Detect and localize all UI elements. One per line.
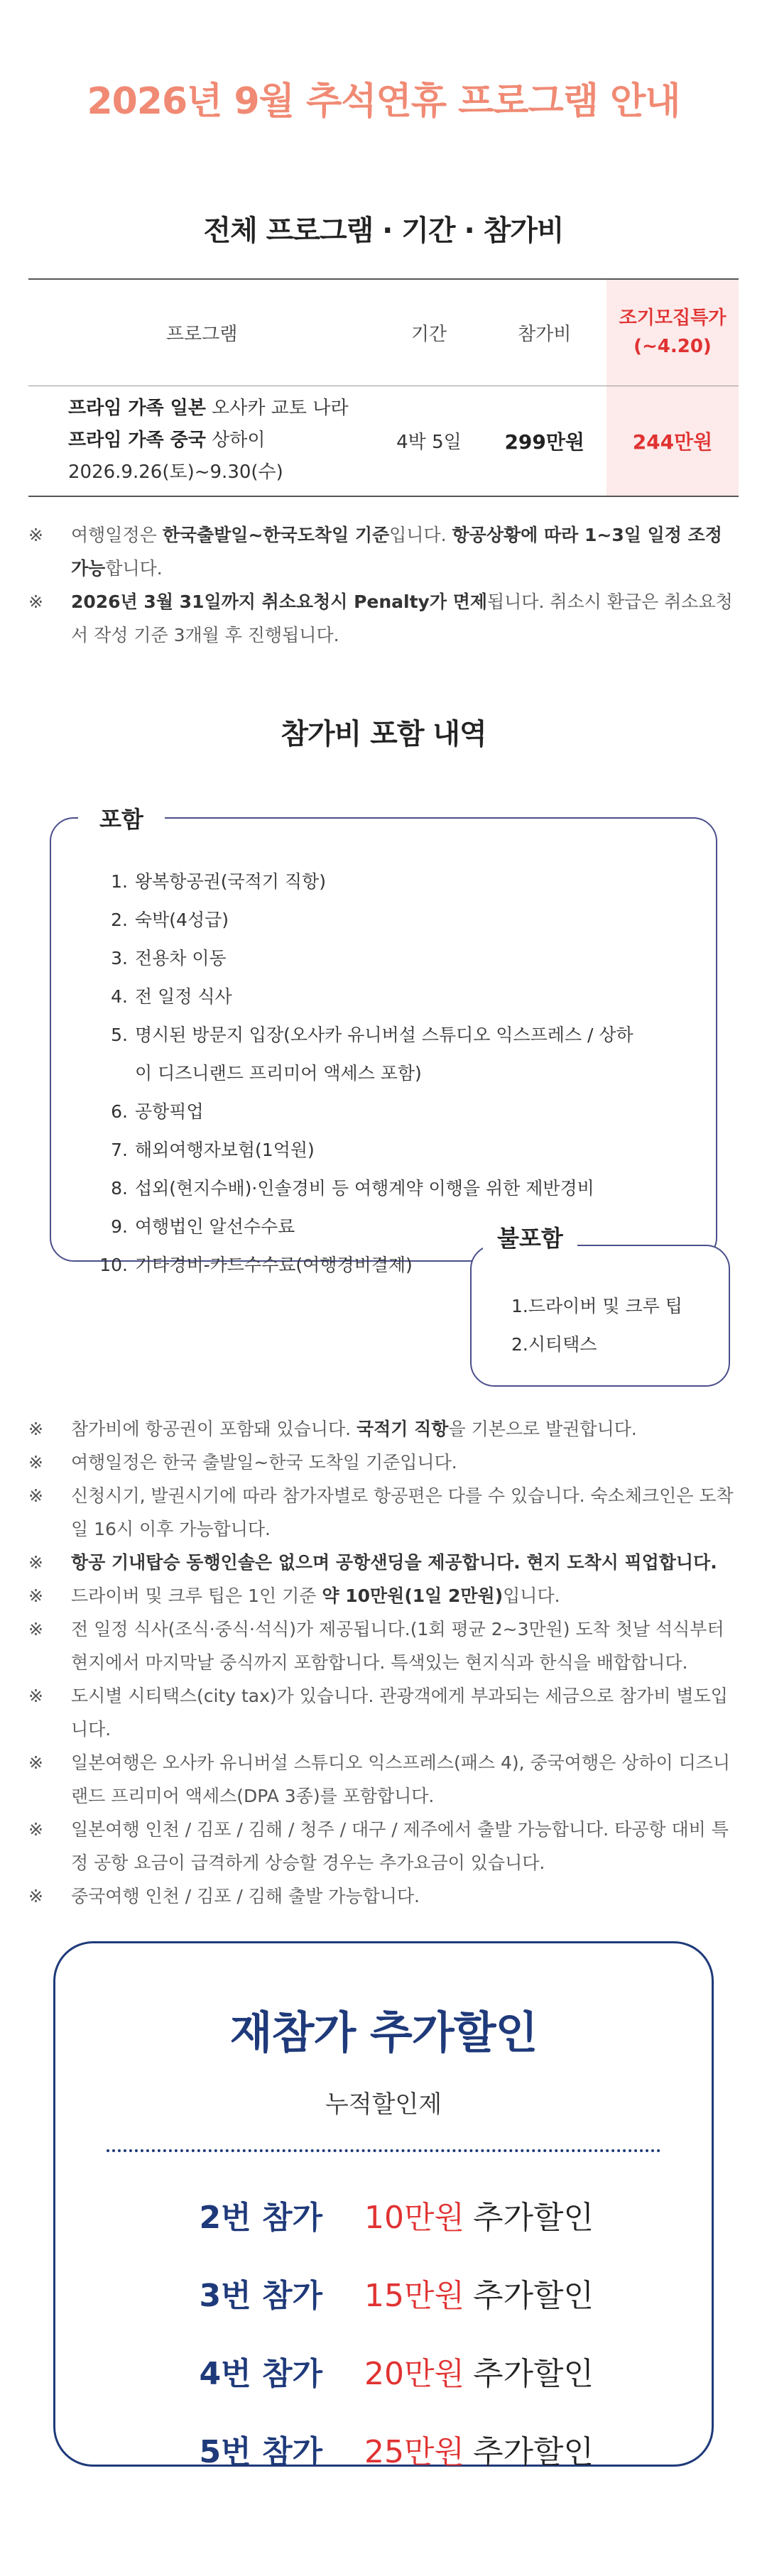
list-text: 여행법인 알선수수료: [135, 1216, 295, 1237]
discount-times: 3번 참가: [199, 2278, 322, 2314]
note-mark: ※: [28, 1419, 43, 1439]
list-number: 3.: [111, 948, 128, 968]
discount-suffix: 추가할인: [472, 2356, 594, 2392]
note-text: 참가비에 항공권이 포함돼 있습니다.: [71, 1419, 357, 1439]
list-text: 전 일정 식사: [135, 986, 232, 1007]
note-item: [28, 1446, 739, 1479]
list-text: 기타경비-카드수수료(여행경비결제): [135, 1255, 413, 1275]
note-text: 드라이버 및 크루 팁은 1인 기준: [71, 1586, 322, 1606]
list-item: [99, 1093, 646, 1131]
note-mark: ※: [28, 1619, 43, 1639]
program-line-china: [68, 425, 375, 457]
note-text: 입니다.: [503, 1586, 560, 1606]
list-number: 8.: [111, 1178, 128, 1199]
note-item: [28, 585, 739, 652]
program-table: [28, 278, 739, 497]
list-number: 2.: [511, 1334, 528, 1355]
note-item: [28, 1412, 739, 1446]
fee-cell: 299만원: [504, 430, 584, 454]
note-text: 항공 기내탑승 동행인솔은 없으며 공항샌딩을 제공합니다. 현지 도착시 픽업합니다.: [71, 1552, 717, 1573]
list-number: 4.: [111, 986, 128, 1007]
note-text: 전 일정 식사(조식·중식·석식)가 제공됩니다.(1회 평균 2~3만원) 도착 첫날 석식부터 현지에서 마지막날 중식까지 포함합니다. 특색있는 현지식과 한식을 배합합니다.: [71, 1619, 724, 1673]
discount-amount: 20만원: [364, 2356, 464, 2392]
discount-times: 5번 참가: [199, 2434, 322, 2470]
program-cell: [28, 386, 375, 496]
note-item: [28, 1546, 739, 1579]
header-fee: 참가비: [483, 279, 606, 386]
note-text: 국적기 직항: [357, 1419, 449, 1439]
list-item: [99, 978, 646, 1016]
note-item: [28, 1813, 739, 1879]
note-item: [28, 1479, 739, 1546]
list-text: 왕복항공권(국적기 직항): [135, 871, 326, 892]
note-item: [28, 1612, 739, 1679]
note-item: [28, 518, 739, 585]
excluded-list: [511, 1287, 682, 1364]
discount-subtitle: 누적할인제: [325, 2090, 442, 2119]
list-number: 10.: [99, 1255, 128, 1275]
discount-row: [55, 2257, 712, 2335]
discount-title: 재참가 추가할인: [229, 2007, 538, 2058]
early-bird-label: 조기모집특가 (~4.20): [619, 307, 727, 358]
discount-times: 4번 참가: [199, 2356, 322, 2392]
note-text: 입니다.: [389, 525, 452, 545]
included-notes: [28, 1412, 739, 1913]
program-dates: 2026.9.26(토)~9.30(수): [68, 462, 283, 484]
note-mark: ※: [28, 1752, 43, 1773]
list-text: 전용차 이동: [135, 948, 227, 968]
included-label: 포함: [78, 802, 165, 834]
program-japan-name: 프라임 가족 일본: [68, 398, 206, 420]
list-text: 숙박(4성급): [135, 910, 229, 930]
note-mark: ※: [28, 525, 43, 545]
list-item: [99, 939, 646, 978]
list-item: [99, 1131, 646, 1169]
note-text: 약 10만원(1일 2만원): [322, 1586, 504, 1606]
note-mark: ※: [28, 1819, 43, 1840]
discount-suffix: 추가할인: [472, 2200, 594, 2236]
list-number: 1.: [511, 1296, 528, 1316]
note-text: 일본여행은 오사카 유니버설 스튜디오 익스프레스(패스 4), 중국여행은 상하이 디즈니랜드 프리미어 액세스(DPA 3종)를 포함합니다.: [71, 1752, 731, 1806]
program-china-cities: 상하이: [205, 430, 266, 452]
program-china-name: 프라임 가족 중국: [68, 430, 206, 452]
header-program: 프로그램: [28, 279, 375, 386]
list-item: [511, 1326, 682, 1364]
discount-rows: [55, 2179, 712, 2492]
list-number: 1.: [111, 871, 128, 892]
duration-cell: 4박 5일: [396, 432, 462, 454]
program-notes: [28, 518, 739, 652]
list-number: 9.: [111, 1216, 128, 1237]
note-mark: ※: [28, 1485, 43, 1506]
note-mark: ※: [28, 1586, 43, 1606]
list-text: 해외여행자보험(1억원): [135, 1140, 315, 1160]
discount-amount: 15만원: [364, 2278, 464, 2314]
note-text: 을 기본으로 발권합니다.: [448, 1419, 637, 1439]
note-mark: ※: [28, 1452, 43, 1473]
note-mark: ※: [28, 591, 43, 612]
list-item: [99, 901, 646, 939]
table-header-row: [28, 279, 739, 386]
note-text: 여행일정은 한국 출발일~한국 도착일 기준입니다.: [71, 1452, 457, 1473]
discount-row: [55, 2413, 712, 2492]
list-text: 공항픽업: [135, 1101, 204, 1122]
list-item: [99, 863, 646, 901]
note-text: 항공상황에 따라 1~3일 일정 조정 가능: [71, 525, 722, 579]
note-mark: ※: [28, 1686, 43, 1706]
list-item: [511, 1287, 682, 1326]
note-mark: ※: [28, 1886, 43, 1906]
note-text: 한국출발일~한국도착일 기준: [162, 525, 390, 545]
header-early-bird: [606, 279, 739, 386]
note-item: [28, 1746, 739, 1813]
list-item: [99, 1169, 646, 1208]
list-text: 시티택스: [528, 1334, 597, 1355]
discount-row: [55, 2179, 712, 2257]
page-title: 2026년 9월 추석연휴 프로그램 안내: [87, 80, 680, 123]
list-number: 2.: [111, 910, 128, 930]
note-item: [28, 1879, 739, 1913]
list-number: 7.: [111, 1140, 128, 1160]
discount-row: [55, 2335, 712, 2413]
table-row: [28, 386, 739, 496]
note-text: 신청시기, 발권시기에 따라 참가자별로 항공편은 다를 수 있습니다. 숙소체크인은 도착일 16시 이후 가능합니다.: [71, 1485, 734, 1539]
included-section: [28, 780, 739, 1355]
note-item: [28, 1679, 739, 1746]
list-text: 드라이버 및 크루 팁: [528, 1296, 682, 1316]
header-duration: 기간: [375, 279, 482, 386]
discount-amount: 10만원: [364, 2200, 464, 2236]
program-line-japan: [68, 393, 375, 425]
excluded-label: 불포함: [483, 1221, 577, 1253]
note-mark: ※: [28, 1552, 43, 1573]
note-text: 2026년 3월 31일까지 취소요청시 Penalty가 면제: [71, 591, 487, 612]
program-japan-cities: 오사카 교토 나라: [205, 398, 349, 420]
note-text: 중국여행 인천 / 김포 / 김해 출발 가능합니다.: [71, 1886, 420, 1906]
note-text: 여행일정은: [71, 525, 163, 545]
discount-suffix: 추가할인: [472, 2278, 594, 2314]
dotted-divider: [107, 2149, 660, 2152]
list-text: 섭외(현지수배)·인솔경비 등 여행계약 이행을 위한 제반경비: [135, 1178, 594, 1199]
list-number: 6.: [111, 1101, 128, 1122]
note-text: 합니다.: [105, 558, 163, 579]
note-text: 도시별 시티택스(city tax)가 있습니다. 관광객에게 부과되는 세금으로 참가비 별도입니다.: [71, 1686, 728, 1740]
discount-suffix: 추가할인: [472, 2434, 594, 2470]
note-item: [28, 1579, 739, 1612]
note-text: 됩니다. 취소시 환급은 취소요청서 작성 기준 3개월 후 진행됩니다.: [71, 591, 733, 645]
discount-times: 2번 참가: [199, 2200, 322, 2236]
discount-box: [53, 1941, 714, 2470]
list-number: 5.: [111, 1025, 128, 1045]
list-item: [99, 1016, 646, 1093]
early-bird-price-cell: 244만원: [606, 386, 739, 496]
section-title-program: 전체 프로그램 · 기간 · 참가비: [203, 214, 564, 247]
list-text: 명시된 방문지 입장(오사카 유니버설 스튜디오 익스프레스 / 상하이 디즈니랜드 프리미어 액세스 포함): [135, 1025, 633, 1084]
discount-amount: 25만원: [364, 2434, 464, 2470]
note-text: 일본여행 인천 / 김포 / 김해 / 청주 / 대구 / 제주에서 출발 가능합니다. 타공항 대비 특정 공항 요금이 급격하게 상승할 경우는 추가요금이 있습니다.: [71, 1819, 729, 1873]
section-title-included: 참가비 포함 내역: [281, 718, 486, 751]
